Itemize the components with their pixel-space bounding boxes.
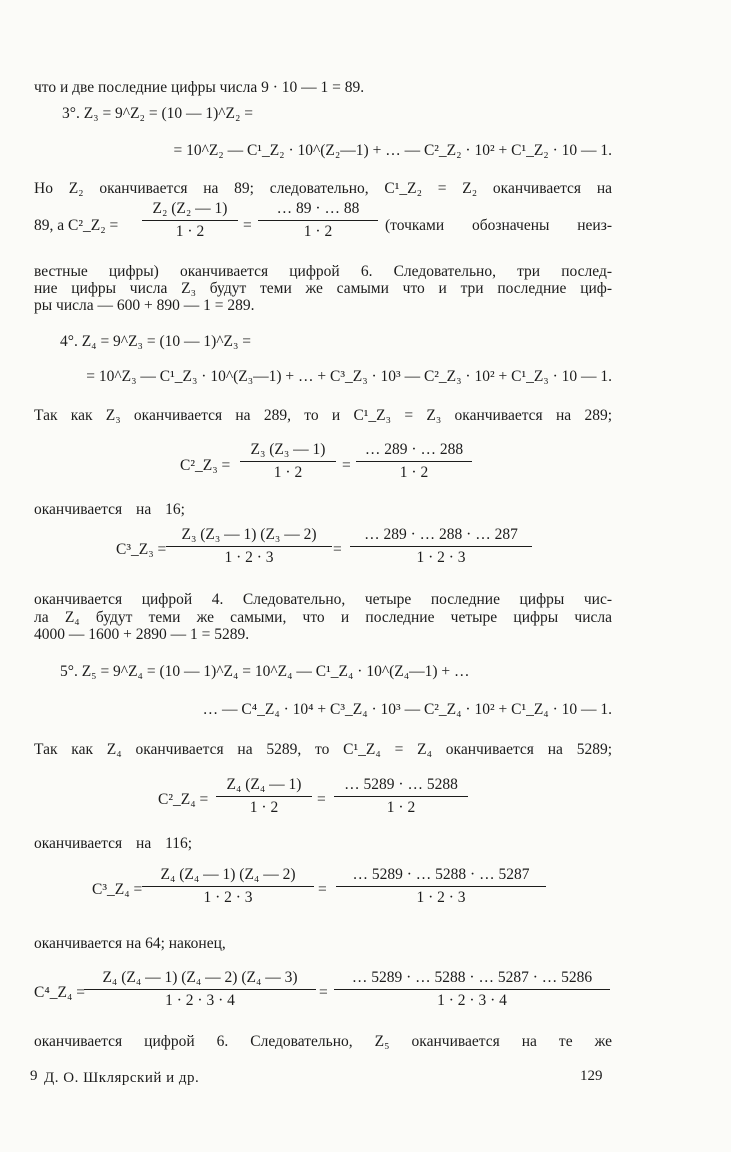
fraction-numerator: … 289 · … 288 · … 287 [364,526,518,543]
equals-sign: = [317,791,326,808]
text-line: ры числа — 600 + 890 — 1 = 289. [34,297,255,314]
fraction-denominator: 1 · 2 · 3 [416,549,466,566]
equals-sign: = [333,541,342,558]
fraction-denominator: 1 · 2 · 3 [416,889,466,906]
fraction-numerator: … 89 · … 88 [276,200,360,217]
fraction-denominator: 1 · 2 [249,799,279,816]
text-line: 4000 — 1600 + 2890 — 1 = 5289. [34,626,250,643]
formula-label: C³_Z₃ = [116,541,167,558]
page-number: 129 [580,1068,603,1084]
formula-line: = 10^Z₂ — C¹_Z₂ · 10^(Z₂—1) + … — C²_Z₂ · 10² + C¹_Z₂ · 10 — 1. [173,142,612,159]
equals-sign: = [318,881,327,898]
text-line: оканчивается цифрой 6. Следовательно, Z₅ оканчивается на те же [34,1033,612,1050]
formula-line: … — C⁴_Z₄ · 10⁴ + C³_Z₄ · 10³ — C²_Z₄ · 10² + C¹_Z₄ · 10 — 1. [202,701,612,718]
formula-line: 3°. Z₃ = 9^Z₂ = (10 — 1)^Z₂ = [62,105,254,122]
fraction-denominator: 1 · 2 [273,464,303,481]
fraction-denominator: 1 · 2 · 3 · 4 [437,992,507,1009]
formula-label: C⁴_Z₄ = [34,984,85,1001]
formula-line: = 10^Z₃ — C¹_Z₃ · 10^(Z₃—1) + … + C³_Z₃ · 10³ — C²_Z₃ · 10² + C¹_Z₃ · 10 — 1. [86,368,612,385]
fraction-numerator: … 5289 · … 5288 · … 5287 · … 5286 [351,969,593,986]
signature-mark: 9 [30,1068,38,1084]
equals-sign: = [319,984,328,1001]
formula-line: 4°. Z₄ = 9^Z₃ = (10 — 1)^Z₃ = [60,333,252,350]
formula-label: C²_Z₃ = [180,457,231,474]
fraction-denominator: 1 · 2 [175,223,205,240]
equals-sign: = [243,217,252,234]
fraction-numerator: Z₄ (Z₄ — 1) (Z₄ — 2) (Z₄ — 3) [102,969,298,986]
text-line: Так как Z₃ оканчивается на 289, то и C¹_Z₃ = Z₃ оканчивается на 289; [34,407,612,424]
fraction [334,776,468,817]
fraction-denominator: 1 · 2 [399,464,429,481]
fraction [142,866,314,907]
fraction-numerator: Z₃ (Z₃ — 1) (Z₃ — 2) [181,526,317,543]
text-line: ние цифры числа Z₃ будут теми же самыми что и три последние циф- [34,280,612,297]
fraction [240,441,336,482]
fraction-denominator: 1 · 2 · 3 · 4 [165,992,235,1009]
fraction-denominator: 1 · 2 · 3 [203,889,253,906]
fraction [142,200,238,241]
text-line: (точками обозначены неиз- [385,217,612,234]
fraction-numerator: Z₃ (Z₃ — 1) [250,441,326,458]
text-line: ла Z₄ будут теми же самыми, что и последние четыре цифры числа [34,609,612,626]
fraction-numerator: Z₄ (Z₄ — 1) (Z₄ — 2) [160,866,296,883]
text-line: оканчивается на 64; наконец, [34,935,226,952]
text-line: оканчивается цифрой 4. Следовательно, четыре последние цифры чис- [34,591,612,608]
text-line: вестные цифры) оканчивается цифрой 6. Следовательно, три послед- [34,263,612,280]
fraction [216,776,312,817]
fraction-denominator: 1 · 2 [303,223,333,240]
equals-sign: = [342,457,351,474]
fraction [166,526,332,567]
formula-line: 5°. Z₅ = 9^Z₄ = (10 — 1)^Z₄ = 10^Z₄ — C¹_Z₄ · 10^(Z₄—1) + … [60,663,470,680]
text-line: Так как Z₄ оканчивается на 5289, то C¹_Z₄ = Z₄ оканчивается на 5289; [34,741,612,758]
fraction-numerator: Z₄ (Z₄ — 1) [226,776,302,793]
fraction-numerator: … 5289 · … 5288 [344,776,458,793]
fraction-numerator: … 5289 · … 5288 · … 5287 [352,866,530,883]
fraction-numerator: … 289 · … 288 [364,441,464,458]
fraction [258,200,378,241]
formula-label: 89, а C²_Z₂ = [34,217,119,234]
fraction [350,526,532,567]
fraction-numerator: Z₂ (Z₂ — 1) [152,200,228,217]
fraction [356,441,472,482]
fraction-denominator: 1 · 2 · 3 [224,549,274,566]
text-line: оканчивается на 116; [34,835,193,852]
fraction-denominator: 1 · 2 [386,799,416,816]
footer-authors: Д. О. Шклярский и др. [44,1070,200,1086]
formula-label: C²_Z₄ = [158,791,209,808]
fraction [336,866,546,907]
formula-label: C³_Z₄ = [92,881,143,898]
fraction [84,969,316,1010]
text-line: что и две последние цифры числа 9 · 10 — 1 = 89. [34,79,365,96]
fraction [334,969,610,1010]
text-line: оканчивается на 16; [34,501,185,518]
text-line: Но Z₂ оканчивается на 89; следовательно, C¹_Z₂ = Z₂ оканчивается на [34,180,612,197]
